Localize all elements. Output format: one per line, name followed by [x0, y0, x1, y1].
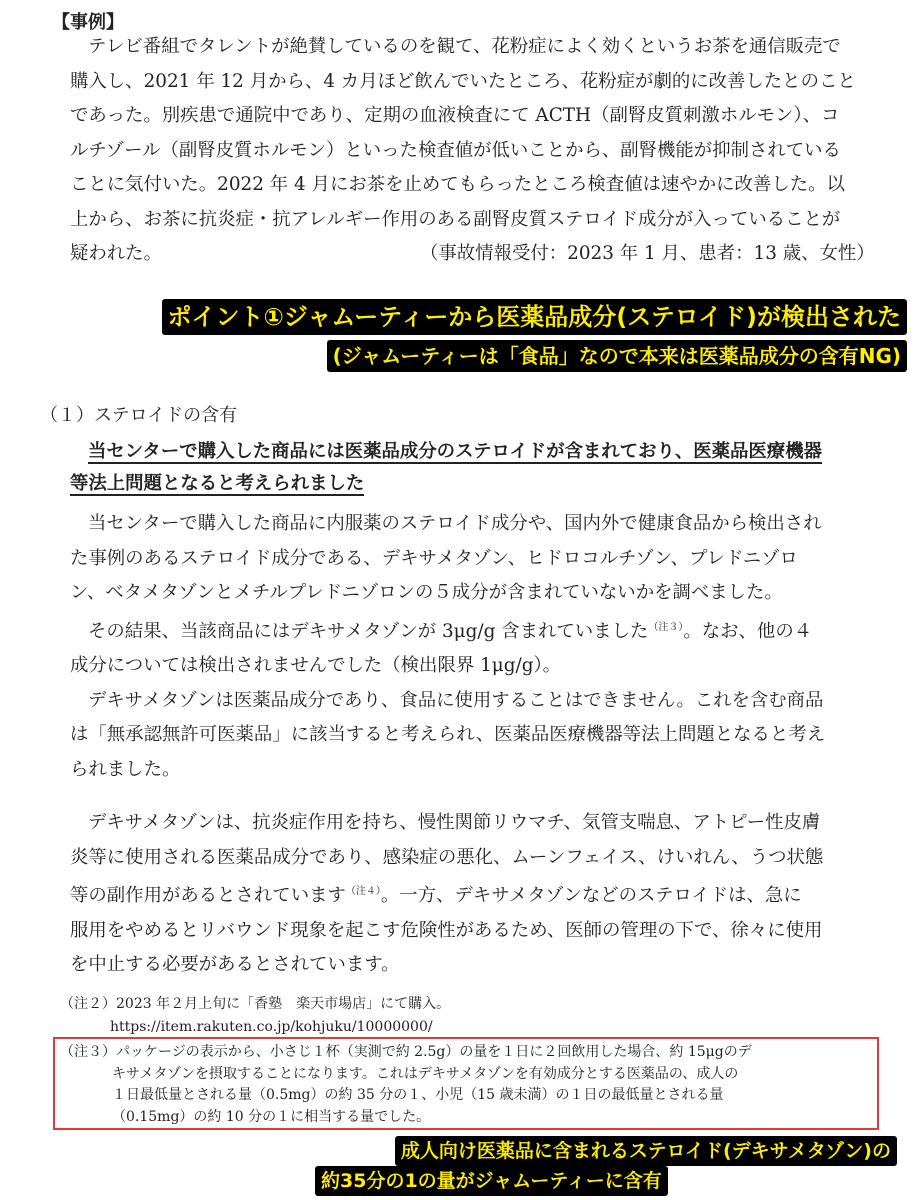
note-3-line: （0.15mg）の約 10 分の１に相当する量でした。: [112, 1108, 431, 1125]
case-line: であった。別疾患で通院中であり、定期の血液検査にて ACTH（副腎皮質刺激ホルモン）、コ: [70, 105, 840, 126]
body-line: 当センターで購入した商品に内服薬のステロイド成分や、国内外で健康食品から検出され: [88, 513, 822, 534]
section-title: （１）ステロイドの含有: [40, 405, 238, 426]
note-3-line: キサメタゾンを摂取することになります。これはデキサメタゾンを有効成分とする医薬品の、成人の: [112, 1065, 739, 1082]
body-line: 成分については検出されませんでした（検出限界 1μg/g）。: [70, 655, 562, 677]
case-body: [70, 30, 875, 272]
body2-line: 等の副作用があるとされています: [70, 885, 346, 907]
case-line-last: [70, 237, 875, 272]
body2-line-tail: 。一方、デキサメタゾンなどのステロイドは、急に: [380, 885, 802, 907]
case-line: ことに気付いた。2022 年 4 月にお茶を止めてもらったところ検査値は速やかに改善した。以: [70, 174, 845, 195]
body-line: その結果、当該商品にはデキサメタゾンが 3μg/g 含まれていました: [88, 620, 649, 642]
note-3-line: （注３）パッケージの表示から、小さじ１杯（実測で約 2.5g）の量を１日に２回飲用した場合、約 15μgのデ: [60, 1044, 752, 1060]
body2-line-with-note: [70, 875, 823, 914]
body2-line: デキサメタゾンは、抗炎症作用を持ち、慢性関節リウマチ、気管支喘息、アトピー性皮膚: [88, 812, 821, 833]
body-line-tail: 。なお、他の４: [683, 620, 813, 642]
case-line: 購入し、2021 年 12 月から、4 カ月ほど飲んでいたところ、花粉症が劇的に改善したとのこと: [70, 70, 856, 92]
note-2-text: （注２）2023 年２月上旬に「香塾 楽天市場店」にて購入。: [60, 996, 451, 1012]
body-line-with-note: [70, 611, 825, 650]
case-heading: 【事例】: [52, 12, 124, 33]
note-2-url: https://item.rakuten.co.jp/kohjuku/10000000/: [110, 1019, 433, 1035]
case-line: 疑われた。: [70, 243, 162, 264]
case-line: ルチゾール（副腎皮質ホルモン）といった検査値が低いことから、副腎機能が抑制されている: [70, 139, 841, 161]
point-callout-1: ポイント①ジャムーティーから医薬品成分(ステロイド)が検出された: [162, 299, 907, 335]
case-line: 上から、お茶に抗炎症・抗アレルギー作用のある副腎皮質ステロイド成分が入っていることが: [70, 208, 841, 230]
footnote-3: [60, 1042, 752, 1128]
body2-line: を中止する必要があるとされています。: [70, 954, 400, 976]
body-line: ン、ベタメタゾンとメチルプレドニゾロンの５成分が含まれていないかを調べました。: [70, 582, 783, 603]
callout-line-1: 成人向け医薬品に含まれるステロイド(デキサメタゾン)の: [395, 1136, 897, 1166]
case-line: テレビ番組でタレントが絶賛しているのを観て、花粉症によく効くというお茶を通信販売で: [88, 36, 841, 57]
section-subhead: [70, 436, 822, 500]
body2-line: 服用をやめるとリバウンド現象を起こす危険性があるため、医師の管理の下で、徐々に使用: [70, 919, 823, 941]
callout-line-2: 約35分の1の量がジャムーティーに含有: [315, 1166, 668, 1196]
subhead-line-2: 等法上問題となると考えられました: [70, 473, 365, 494]
body-line: られました。: [70, 758, 181, 780]
note-3-line: １日最低量とされる量（0.5mg）の約 35 分の１、小児（15 歳未満）の１日の最低量とされる量: [112, 1087, 724, 1103]
body2-line: 炎等に使用される医薬品成分であり、感染症の悪化、ムーンフェイス、けいれん、うつ状態: [70, 846, 824, 868]
point-callout-2: (ジャムーティーは「食品」なので本来は医薬品成分の含有NG): [327, 340, 907, 372]
subhead-line-1: 当センターで購入した商品には医薬品成分のステロイドが含まれており、医薬品医療機器: [88, 441, 822, 462]
note-ref-3: （注３）: [648, 621, 684, 633]
body-line: デキサメタゾンは医薬品成分であり、食品に使用することはできません。これを含む商品: [88, 689, 824, 711]
note-ref-4: （注４）: [345, 886, 381, 897]
case-meta: （事故情報受付：2023 年 1 月、患者：13 歳、女性）: [420, 243, 875, 264]
section-body-2: [70, 806, 823, 983]
body-line: は「無承認無許可医薬品」に該当すると考えられ、医薬品医療機器等法上問題となると考え: [70, 724, 826, 746]
footnote-2: [60, 993, 450, 1039]
body-line: た事例のあるステロイド成分である、デキサメタゾン、ヒドロコルチゾン、プレドニゾロ: [70, 547, 798, 569]
section-body: [70, 507, 825, 787]
